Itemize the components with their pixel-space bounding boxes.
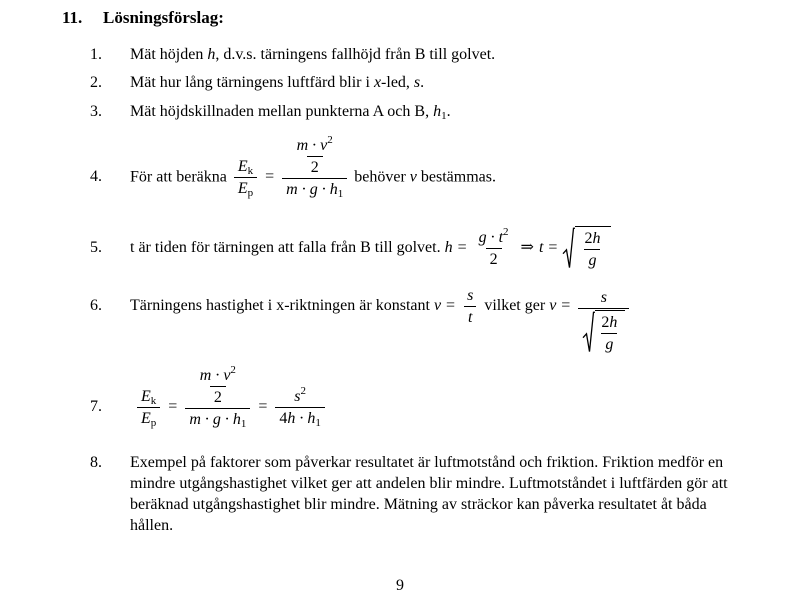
text-run: -led, xyxy=(381,74,414,91)
radical-sign-icon xyxy=(582,310,595,354)
fraction-numerator: s xyxy=(600,289,607,306)
math-num-4: 4 xyxy=(279,410,288,428)
fraction-mv2-over-2 xyxy=(196,366,240,407)
square-root xyxy=(562,226,611,270)
math-expr-gt: g · t xyxy=(478,228,504,246)
fraction-denominator: g xyxy=(601,333,617,354)
fraction-numerator xyxy=(597,313,621,333)
fraction-compound xyxy=(185,366,250,430)
math-var-x: x xyxy=(373,74,382,91)
text-run: bestämmas. xyxy=(416,168,496,186)
list-item-6 xyxy=(90,273,770,354)
math-var-t: t xyxy=(538,238,544,256)
implies-arrow: ⇒ xyxy=(520,238,534,256)
math-num-2: 2 xyxy=(601,314,610,332)
section-number: 11. xyxy=(62,8,83,27)
math-var-s: s xyxy=(294,388,301,406)
fraction-denominator: t xyxy=(464,306,476,327)
text-run: . xyxy=(420,74,425,91)
item-number: 4. xyxy=(90,168,102,186)
math-expr-hh: h · h xyxy=(287,410,316,428)
fraction-ek-over-ep xyxy=(137,387,160,428)
math-var-h: h xyxy=(592,230,601,247)
math-var-v: v xyxy=(549,296,557,314)
list-item-3 xyxy=(90,101,770,122)
subscript: 1 xyxy=(337,188,344,201)
fraction-denominator xyxy=(137,407,160,428)
math-expr-mgh: m · g · h xyxy=(286,181,338,199)
fraction-denominator xyxy=(578,308,629,354)
subscript: 1 xyxy=(441,110,447,122)
math-var-h: h xyxy=(433,103,442,120)
fraction-2h-over-g xyxy=(580,229,604,270)
list-item-5 xyxy=(90,226,770,270)
math-expr-mgh: m · g · h xyxy=(189,411,241,429)
item-number: 6. xyxy=(90,296,102,314)
fraction-numerator xyxy=(234,157,257,177)
math-var-s: s xyxy=(413,74,421,91)
item-number: 7. xyxy=(90,398,102,416)
fraction-gt2-over-2 xyxy=(475,225,513,269)
fraction-numerator xyxy=(289,136,341,178)
subscript: p xyxy=(247,187,254,200)
equation-v-s-over-t xyxy=(433,286,480,326)
superscript: 2 xyxy=(327,134,333,146)
equals-sign: = xyxy=(258,398,268,416)
equals-sign: = xyxy=(446,296,456,314)
fraction-compound xyxy=(282,136,347,200)
equals-sign: = xyxy=(168,398,178,416)
subscript: k xyxy=(247,165,254,178)
equals-sign: = xyxy=(561,296,571,314)
math-var-E: E xyxy=(237,180,248,198)
fraction-denominator: g xyxy=(584,249,600,270)
section-title: Lösningsförslag: xyxy=(103,8,224,27)
section-heading xyxy=(62,8,224,28)
math-var-h: h xyxy=(207,46,216,63)
item-number: 8. xyxy=(90,454,102,471)
math-num-2: 2 xyxy=(584,230,593,247)
math-var-v: v xyxy=(433,296,442,314)
fraction-mv2-over-2 xyxy=(293,136,337,177)
fraction-denominator xyxy=(275,407,325,428)
fraction-denominator: 2 xyxy=(210,386,226,407)
list-item-8 xyxy=(90,452,742,536)
fraction-numerator xyxy=(192,366,244,408)
math-var-E: E xyxy=(237,158,248,176)
item-number: 5. xyxy=(90,238,102,256)
fraction-numerator xyxy=(196,366,240,386)
text-run: , d.v.s. tärningens fallhöjd från B till golvet. xyxy=(215,46,496,63)
list-item-1 xyxy=(90,44,770,65)
math-expr-mv: m · v xyxy=(199,367,231,384)
text-run: behöver xyxy=(354,168,410,186)
superscript: 2 xyxy=(300,385,307,398)
fraction-numerator xyxy=(290,387,310,407)
list-item-2 xyxy=(90,72,770,93)
radicand xyxy=(595,310,625,354)
fraction-numerator xyxy=(475,225,513,248)
math-var-E: E xyxy=(141,388,151,406)
fraction-numerator: s xyxy=(467,286,474,304)
math-expr-mv: m · v xyxy=(296,137,328,154)
page-number: 9 xyxy=(396,577,404,594)
text-run: Mät höjden xyxy=(130,46,208,63)
text-run: Tärningens hastighet i x-riktningen är konstant xyxy=(130,296,430,314)
item-number: 3. xyxy=(90,103,102,120)
fraction-denominator xyxy=(185,408,250,429)
superscript: 2 xyxy=(230,364,236,376)
equals-sign: = xyxy=(548,238,558,256)
subscript: p xyxy=(150,417,157,430)
radicand xyxy=(575,226,611,270)
subscript: 1 xyxy=(315,417,321,430)
fraction-s2-over-4hh1 xyxy=(275,387,325,428)
text-run: Mät höjdskillnaden mellan punkterna A och B, xyxy=(130,103,434,120)
square-root xyxy=(582,310,625,354)
fraction-denominator xyxy=(234,177,257,198)
subscript: 1 xyxy=(240,418,247,431)
equation-v-s-over-sqrt xyxy=(549,289,632,354)
fraction-denominator xyxy=(282,178,347,199)
math-var-v: v xyxy=(409,168,417,186)
equals-sign: = xyxy=(265,168,275,186)
fraction-s-over-sqrt xyxy=(578,288,629,355)
fraction-numerator xyxy=(580,229,604,249)
text-run: Mät hur lång tärningens luftfärd blir i xyxy=(130,74,374,91)
math-var-E: E xyxy=(141,410,151,428)
text-run: För att beräkna xyxy=(130,168,227,186)
text-run: t är tiden för tärningen att falla från B till golvet. xyxy=(130,238,441,256)
fraction-ek-over-ep xyxy=(234,157,257,198)
fraction-denominator: 2 xyxy=(307,156,323,177)
equals-sign: = xyxy=(457,238,467,256)
fraction-numerator xyxy=(293,136,337,156)
item-number: 1. xyxy=(90,46,102,63)
text-run: vilket ger xyxy=(484,296,546,314)
subscript: k xyxy=(150,395,157,408)
fraction-denominator: 2 xyxy=(486,248,502,269)
superscript: 2 xyxy=(503,225,509,238)
radical-sign-icon xyxy=(562,226,575,270)
fraction-s-over-t xyxy=(463,286,477,327)
fraction-2h-over-g xyxy=(597,313,621,354)
item-number: 2. xyxy=(90,74,102,91)
math-var-h: h xyxy=(444,238,453,256)
math-var-h: h xyxy=(609,314,618,332)
text-run: Exempel på faktorer som påverkar resultatet är luftmotstånd och friktion. Friktion medför en mindre utgångshastighet vilket ger att andelen blir mindre. Luftmotståndet i luftfärden gör att beräknad utgångshastighet blir mindre. Mätning av sträckor kan påverka resultatet åt båda hållen. xyxy=(130,454,728,534)
fraction-numerator xyxy=(137,387,160,407)
text-run: . xyxy=(446,103,451,120)
